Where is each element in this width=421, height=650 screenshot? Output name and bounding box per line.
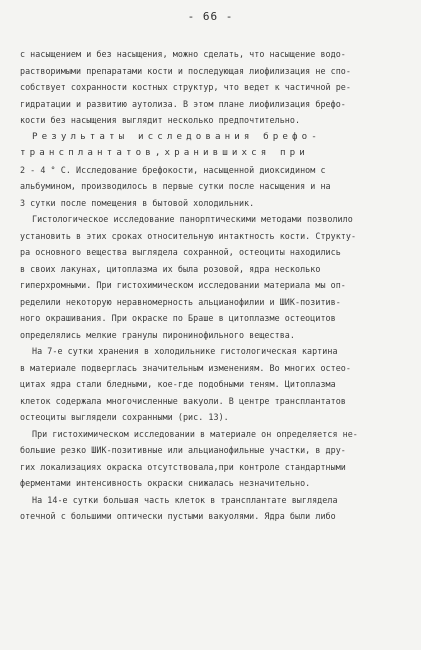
- text-line: в своих лакунах, цитоплазма их была розовой, ядра несколько: [20, 263, 321, 274]
- text-line: ределили некоторую неравномерность альцианофилии и ШИК-позитив-: [20, 296, 341, 307]
- section-heading-line: трансплантатов,хранившихся при: [20, 147, 309, 158]
- page-number: - 66 -: [187, 10, 234, 23]
- text-line: с насыщением и без насыщения, можно сделать, что насыщение водо-: [20, 49, 346, 59]
- text-line: цитах ядра стали бледными, кое-где подобными теням. Цитоплазма: [20, 379, 336, 389]
- text-line: ферментами интенсивность окраски снижалась незначительно.: [20, 478, 311, 488]
- text-line: 2 - 4 ° С. Исследование брефокости, насыщенной диоксидином с: [20, 164, 326, 175]
- text-line: собствует сохранности костных структур, что ведет к частичной ре-: [20, 82, 351, 92]
- text-line: На 7-е сутки хранения в холодильнике гистологическая картина: [32, 346, 338, 356]
- text-line: отечной с большими оптически пустыми вакуолями. Ядра были либо: [20, 511, 336, 521]
- text-line: растворимыми препаратами кости и последующая лиофилизация не спо-: [20, 65, 351, 76]
- text-line: На 14-е сутки большая часть клеток в трансплантате выглядела: [32, 494, 338, 505]
- section-heading-line: Результаты исследования брефо-: [32, 130, 321, 142]
- text-line: большие резко ШИК-позитивные или альцианофильные участки, в дру-: [20, 445, 346, 455]
- text-line: Гистологическое исследование панорптическими методами позволило: [32, 214, 353, 224]
- text-line: ра основного вещества выглядела сохранной, остеоциты находились: [20, 247, 341, 257]
- text-line: кости без насыщения выглядит несколько предпочтительно.: [20, 115, 301, 125]
- document-text: [20, 46, 412, 525]
- text-line: ного окрашивания. При окраске по Браше в цитоплазме остеоцитов: [20, 313, 336, 323]
- text-line: При гистохимическом исследовании в материале он определяется не-: [32, 428, 358, 439]
- text-line: гиперхромными. При гистохимическом исследовании материала мы оп-: [20, 280, 346, 290]
- text-line: остеоциты выглядели сохранными (рис. 13).: [20, 412, 229, 422]
- text-line: гих локализациях окраска отсутствовала,при контроле стандартными: [20, 461, 346, 472]
- text-line: установить в этих сроках относительную интактность кости. Структу-: [20, 230, 357, 241]
- text-line: гидратации и развитию аутолиза. В этом плане лиофилизация брефо-: [20, 98, 346, 109]
- text-line: альбумином, производилось в первые сутки после насыщения и на: [20, 181, 331, 191]
- text-line: клеток содержала многочисленные вакуоли. В центре трансплантатов: [20, 395, 346, 406]
- text-line: в материале подверглась значительным изменениям. Во многих остео-: [20, 362, 351, 373]
- text-line: определялись мелкие гранулы пиронинофильного вещества.: [20, 329, 295, 340]
- text-line: 3 сутки после помещения в бытовой холодильник.: [20, 197, 255, 208]
